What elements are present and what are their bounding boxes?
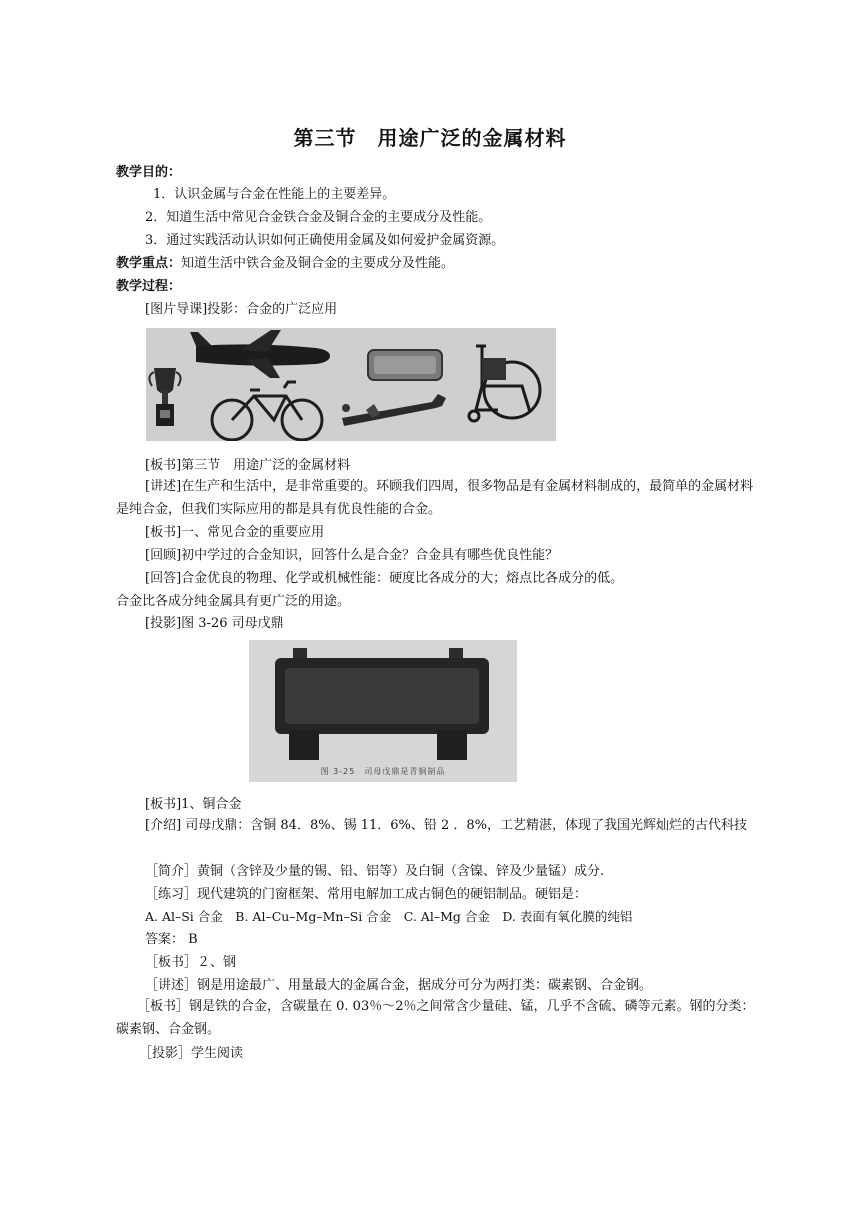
brief-line: ［简介］黄铜（含锌及少量的锡、铅、铝等）及白铜（含镍、锌及少量锰）成分. [145,864,605,879]
process-heading: 教学过程： [116,279,182,294]
simuwu-ding-figure [249,640,517,782]
intro-paragraph: [介绍] 司母戊鼎：含铜 84．8%、锡 11．6%、铅 2 ．8%，工艺精湛，体现了我国光辉灿烂的古代科技 [145,818,748,833]
airplane-icon [190,330,330,378]
key-point-text: 知道生活中铁合金及铜合金的主要成分及性能。 [181,256,455,271]
exercise-options: A. Al–Si 合金 B. Al–Cu–Mg–Mn–Si 合金 C. Al–Mg 合金 D. 表面有氧化膜的纯铝 [145,909,633,924]
intro-line: [图片导课]投影：合金的广泛应用 [145,302,338,317]
bronze-ding-icon [275,648,489,760]
objectives-heading: 教学目的： [116,165,182,180]
wheelchair-icon [469,346,540,421]
objective-item: 1．认识金属与合金在性能上的主要差异。 [153,187,396,202]
lecture-line: ［讲述］钢是用途最广、用量最大的金属合金，据成分可分为两打类：碳素钢、合金钢。 [145,978,653,993]
board-line: [板书]1、铜合金 [145,797,242,812]
figure-caption: 图 3-25 司母戊鼎是青铜制品 [320,767,446,776]
review-line: [回顾]初中学过的合金知识，回答什么是合金？合金具有哪些优良性能？ [145,548,559,563]
wrench-icon [342,394,446,426]
key-point-label: 教学重点： [116,256,182,271]
lecture-paragraph: [讲述]在生产和生活中，是非常重要的。环顾我们四周，很多物品是有金属材料制成的，最简单的金属材料是纯合金，但我们实际应用的都是具有优良性能的合金。 [116,479,754,517]
board-paragraph: ［板书］钢是铁的合金，含碳量在 0. 03％～2％之间常含少量硅、锰，几乎不含硫、磷等元素。钢的分类：碳素钢、合金钢。 [116,999,755,1037]
bicycle-icon [212,382,322,440]
board-line: ［板书］２、钢 [145,955,237,970]
answer-line: 答案： B [145,932,198,947]
trophy-icon [149,368,180,426]
objective-item: 3．通过实践活动认识如何正确使用金属及如何爱护金属资源。 [145,233,505,248]
key-point [116,254,454,274]
projection-line: [投影]图 3-26 司母戊鼎 [145,616,284,631]
projection-line: ［投影］学生阅读 [139,1046,244,1061]
board-line: [板书]一、常见合金的重要应用 [145,525,325,540]
board-line: [板书]第三节 用途广泛的金属材料 [145,458,351,473]
license-plate-icon [368,350,442,380]
answer-line: [回答]合金优良的物理、化学或机械性能：硬度比各成分的大；熔点比各成分的低。 [145,571,624,586]
objective-item: 2．知道生活中常见合金铁合金及铜合金的主要成分及性能。 [145,210,492,225]
alloy-applications-figure [146,328,556,441]
page-title: 第三节 用途广泛的金属材料 [293,126,567,150]
exercise-line: ［练习］现代建筑的门窗框架、常用电解加工成古铜色的硬铝制品。硬铝是： [145,887,588,902]
answer-continued: 合金比各成分纯金属具有更广泛的用途。 [116,594,351,609]
